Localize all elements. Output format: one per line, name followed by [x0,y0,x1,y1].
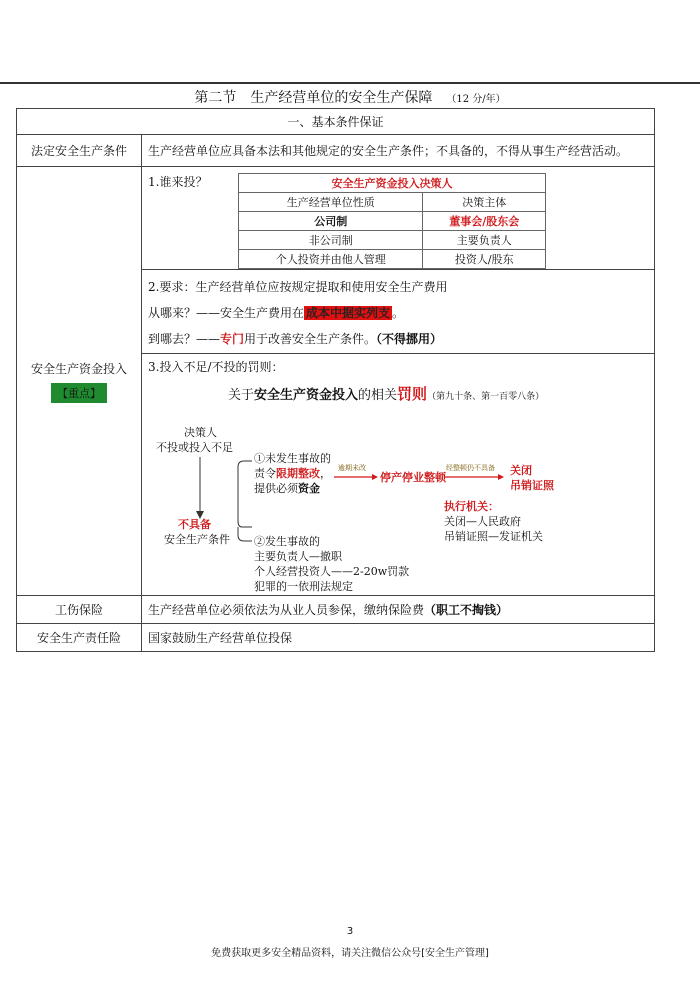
branch1-line1: ①未发生事故的 [254,452,331,465]
q2-to [148,326,648,352]
flow-heading-red: 罚则 [397,385,428,403]
title-text: 第二节 生产经营单位的安全生产保障 [194,90,433,106]
branch2-line4: 犯罪的一依刑法规定 [254,580,353,593]
exec-1: 关闭—人民政府 [444,515,521,528]
revoke-text: 吊销证照 [510,479,554,492]
table-cell: 公司制 [239,212,423,231]
q2-to-pre: 到哪去？—— [148,331,221,346]
flow-heading-ref: （第九十条、第一百零八条） [427,392,545,402]
page-title [0,87,700,107]
branch2-line2: 主要负责人—撤职 [254,550,342,563]
footer-text: 免费获取更多安全精品资料，请关注微信公众号[安全生产管理] [211,948,489,959]
decision-maker: 决策人 [184,426,217,439]
page-number: 3 [346,926,354,937]
q2-from-highlight: 成本中据实列支 [306,305,391,320]
table-cell: 董事会/股东会 [423,212,546,231]
table-head: 决策主体 [423,193,546,212]
branch1-line3 [254,481,320,496]
injury-bold: （职工不掏钱） [424,603,509,617]
decision-condition: 不投或投入不足 [156,441,233,454]
who-invests-cell [142,167,655,270]
requirement-cell [142,270,655,354]
section-header: 一、基本条件保证 [17,109,655,135]
decision-table [238,173,546,269]
q2-from [148,300,648,326]
penalty-cell [142,354,655,596]
q1-text: 1.谁来投？ [148,175,208,189]
label-investment: 安全生产资金投入 [30,361,127,376]
exec-2: 吊销证照—发证机关 [444,530,543,543]
decision-table-title: 安全生产资金投入决策人 [239,174,546,193]
arrow1-label: 逾期未改 [338,464,366,472]
stop-business: 停产停业整顿 [380,471,446,484]
text-condition: 生产经营单位应具备本法和其他规定的安全生产条件；不具备的，不得从事生产经营活动。 [142,135,655,167]
q2-to-mid: 用于改善安全生产条件。 [244,331,377,346]
b1-l2-post: ， [320,467,331,480]
b1-l3-bold: 资金 [298,482,320,495]
flow-heading-bold: 安全生产资金投入 [254,388,359,403]
arrow2-head [498,474,504,480]
bracket-lower [238,527,252,541]
label-investment-cell [17,167,142,596]
key-badge: 【重点】 [51,383,107,403]
table-cell: 主要负责人 [423,231,546,250]
decision-table-wrap [238,173,546,269]
row-injury [17,596,655,624]
row-condition [17,135,655,167]
label-condition: 法定安全生产条件 [17,135,142,167]
b1-l3-pre: 提供必须 [254,482,298,495]
penalty-flowchart [148,375,648,595]
title-score: （12 分/年） [446,94,506,105]
q2-from-post: 。 [392,305,405,320]
q2-to-red: 专门 [220,331,245,346]
arrow2-label: 经整顿仍不具备 [446,464,495,472]
flow-heading [228,387,544,405]
lacking-red: 不具备 [178,518,211,531]
injury-text: 生产经营单位必须依法为从业人员参保，缴纳保险费 [148,603,425,617]
content-table [16,108,655,652]
branch2-line1: ②发生事故的 [254,535,320,548]
table-cell: 投资人/股东 [423,250,546,269]
table-cell: 非公司制 [239,231,423,250]
q2-to-bold: （不得挪用） [376,331,443,346]
bracket-upper [238,461,252,527]
q2-from-pre: 从哪来？——安全生产费用在 [148,305,305,320]
exec-title: 执行机关： [444,500,499,513]
b1-l2-pre: 责令 [254,467,276,480]
q2-text: 2.要求：生产经营单位应按规定提取和使用安全生产费用 [148,279,448,294]
section-header-row [17,109,655,135]
text-injury [142,596,655,624]
row-liability [17,624,655,652]
b1-l2-red: 限期整改 [276,467,320,480]
table-head: 生产经营单位性质 [239,193,423,212]
flow-heading-mid: 的相关 [358,388,398,403]
close-text: 关闭 [510,464,532,477]
label-liability: 安全生产责任险 [17,624,142,652]
q3-text: 3.投入不足/不投的罚则： [148,360,284,374]
arrow1-head [372,474,378,480]
flow-lines [148,375,648,595]
header-rule [0,82,700,84]
branch1-line2 [254,466,331,481]
label-injury: 工伤保险 [17,596,142,624]
table-cell: 个人投资并由他人管理 [239,250,423,269]
flow-heading-pre: 关于 [228,388,255,403]
lacking-text: 安全生产条件 [164,533,230,546]
branch2-line3: 个人经营投资人——2-20w罚款 [254,565,410,578]
row-investment-1 [17,167,655,270]
text-liability: 国家鼓励生产经营单位投保 [142,624,655,652]
